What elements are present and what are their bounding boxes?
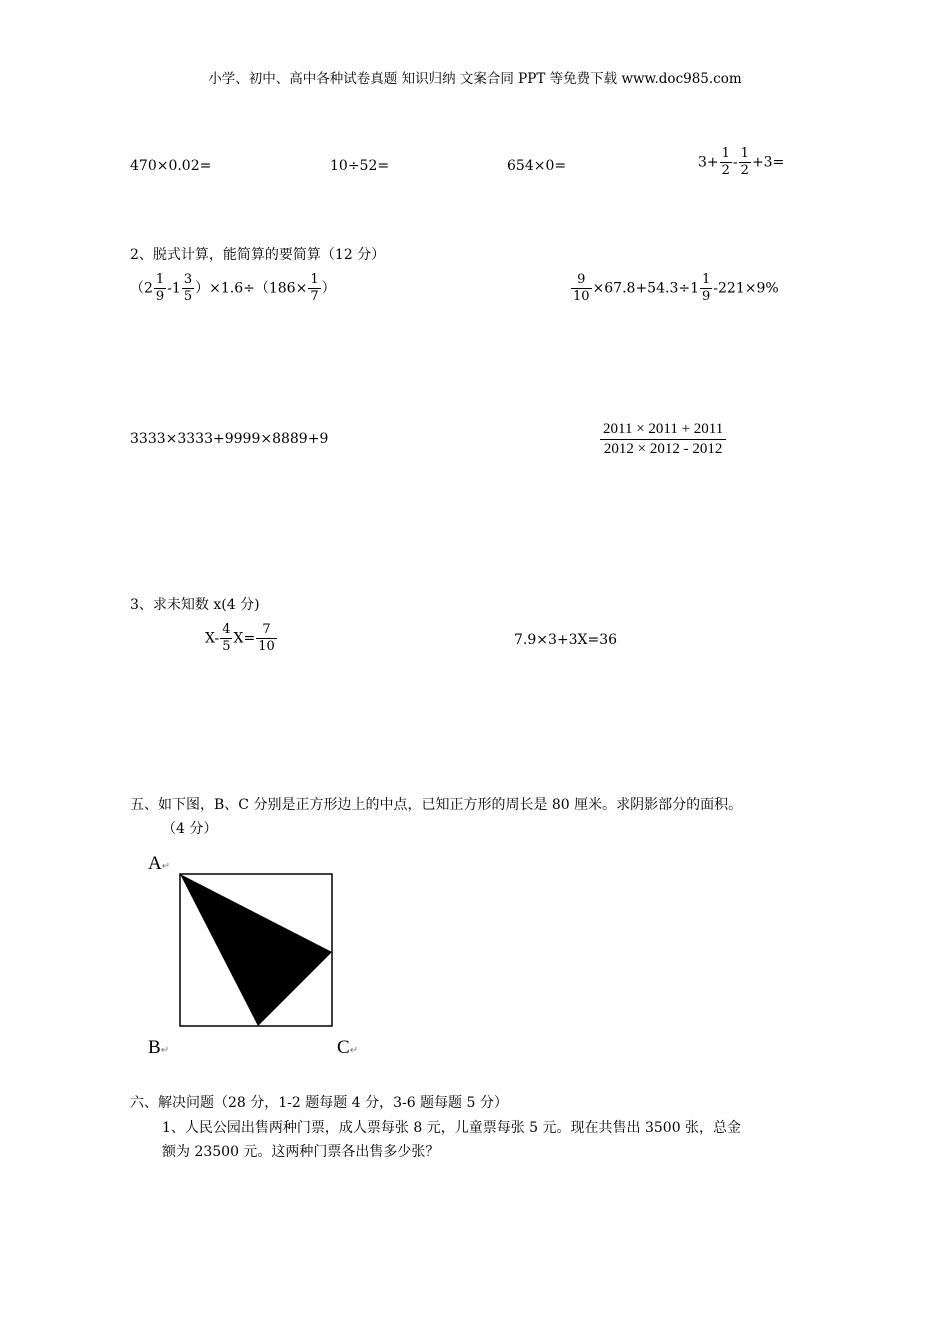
section6-q1-line2: 额为 23500 元。这两种门票各出售多少张？ [162,1144,440,1160]
square-figure [170,862,370,1062]
oral-calc-4: 3+ $\frac{1}{2}$ - $\frac{1}{2}$ +3= [698,146,785,178]
section2-expr-2: $\frac{9}{10}$ ×67.8+54.3÷1 $\frac{1}{9}$ -221×9% [573,272,779,304]
section3-title: 3、求未知数 x(4 分) [130,597,260,613]
return-mark-icon: ↵ [160,1045,170,1056]
section3-expr-1: X- $\frac{4}{5}$ X= $\frac{7}{10}$ [205,622,275,654]
section5-score: （4 分） [162,821,218,837]
point-label-c: C↵ [337,1037,359,1058]
oral-calc-3: 654×0= [507,158,567,174]
section2-expr-3: 3333×3333+9999×8889+9 [130,431,329,447]
section3-expr-2: 7.9×3+3X=36 [514,632,618,648]
oral-calc-1: 470×0.02= [130,158,212,174]
fraction: $\frac{1}{2}$ [721,146,730,178]
point-label-b: B↵ [148,1037,170,1058]
section2-expr-4: $\frac{2011 \times 2011 + 2011}{2012 \times 2012 - 2012}$ [600,421,726,458]
section2-expr-1: （2 $\frac{1}{9}$ -1 $\frac{3}{5}$ ）×1.6÷（186× $\frac{1}{7}$ ） [130,272,336,304]
return-mark-icon: ↵ [161,861,171,872]
fraction: $\frac{1}{2}$ [740,146,749,178]
section2-title: 2、脱式计算，能简算的要简算（12 分） [130,247,386,263]
return-mark-icon: ↵ [349,1045,359,1056]
point-label-a: A↵ [148,853,171,874]
page-header: 小学、初中、高中各种试卷真题 知识归纳 文案合同 PPT 等免费下载 www.doc985.com [208,71,742,87]
section5-title: 五、如下图，B、C 分别是正方形边上的中点，已知正方形的周长是 80 厘米。求阴影部分的面积。 [130,797,743,813]
section6-title: 六、解决问题（28 分，1-2 题每题 4 分，3-6 题每题 5 分） [130,1095,508,1111]
section6-q1-line1: 1、人民公园出售两种门票，成人票每张 8 元，儿童票每张 5 元。现在共售出 3500 张，总金 [162,1120,742,1136]
oral-calc-2: 10÷52= [330,158,390,174]
